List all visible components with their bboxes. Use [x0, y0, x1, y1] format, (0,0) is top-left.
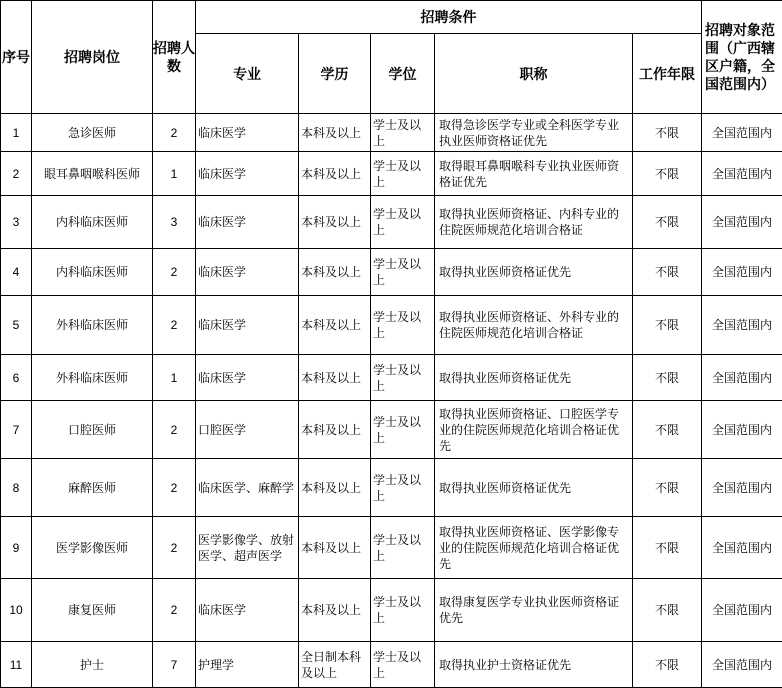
cell-degree: 学士及以上: [371, 152, 435, 196]
cell-major: 医学影像学、放射医学、超声医学: [196, 517, 299, 579]
cell-count: 1: [153, 152, 196, 196]
cell-experience: 不限: [633, 355, 702, 401]
cell-major: 临床医学、麻醉学: [196, 459, 299, 517]
col-header-scope: 招聘对象范围（广西辖区户籍，全国范围内）: [702, 1, 782, 114]
header-row-group: [1, 1, 782, 34]
cell-position: 内科临床医师: [32, 196, 153, 249]
table-row: [1, 401, 782, 459]
cell-count: 2: [153, 296, 196, 355]
cell-experience: 不限: [633, 296, 702, 355]
cell-scope: 全国范围内: [702, 355, 782, 401]
table-row: [1, 114, 782, 152]
cell-title: 取得执业医师资格证、内科专业的住院医师规范化培训合格证: [435, 196, 633, 249]
cell-scope: 全国范围内: [702, 642, 782, 688]
cell-title: 取得执业医师资格证、口腔医学专业的住院医师规范化培训合格证优先: [435, 401, 633, 459]
cell-education: 本科及以上: [299, 355, 371, 401]
cell-count: 2: [153, 114, 196, 152]
cell-no: 5: [1, 296, 32, 355]
cell-education: 全日制本科及以上: [299, 642, 371, 688]
cell-no: 1: [1, 114, 32, 152]
cell-experience: 不限: [633, 114, 702, 152]
cell-count: 7: [153, 642, 196, 688]
cell-degree: 学士及以上: [371, 249, 435, 296]
cell-count: 2: [153, 459, 196, 517]
cell-education: 本科及以上: [299, 296, 371, 355]
col-header-education: 学历: [299, 34, 371, 114]
cell-position: 医学影像医师: [32, 517, 153, 579]
cell-degree: 学士及以上: [371, 114, 435, 152]
cell-education: 本科及以上: [299, 114, 371, 152]
cell-major: 临床医学: [196, 249, 299, 296]
cell-education: 本科及以上: [299, 459, 371, 517]
table-row: [1, 517, 782, 579]
cell-count: 2: [153, 249, 196, 296]
cell-scope: 全国范围内: [702, 401, 782, 459]
cell-title: 取得康复医学专业执业医师资格证优先: [435, 579, 633, 642]
table-row: [1, 355, 782, 401]
table-row: [1, 296, 782, 355]
cell-position: 外科临床医师: [32, 355, 153, 401]
cell-scope: 全国范围内: [702, 152, 782, 196]
cell-position: 口腔医师: [32, 401, 153, 459]
cell-scope: 全国范围内: [702, 114, 782, 152]
cell-title: 取得急诊医学专业或全科医学专业执业医师资格证优先: [435, 114, 633, 152]
table-row: [1, 249, 782, 296]
col-header-degree: 学位: [371, 34, 435, 114]
cell-scope: 全国范围内: [702, 249, 782, 296]
cell-education: 本科及以上: [299, 579, 371, 642]
cell-degree: 学士及以上: [371, 642, 435, 688]
cell-experience: 不限: [633, 152, 702, 196]
cell-scope: 全国范围内: [702, 517, 782, 579]
cell-education: 本科及以上: [299, 196, 371, 249]
cell-scope: 全国范围内: [702, 196, 782, 249]
col-header-title: 职称: [435, 34, 633, 114]
cell-major: 口腔医学: [196, 401, 299, 459]
table-row: [1, 642, 782, 688]
table-row: [1, 196, 782, 249]
cell-title: 取得执业医师资格证优先: [435, 459, 633, 517]
cell-degree: 学士及以上: [371, 517, 435, 579]
cell-position: 眼耳鼻咽喉科医师: [32, 152, 153, 196]
cell-major: 护理学: [196, 642, 299, 688]
table-row: [1, 459, 782, 517]
cell-experience: 不限: [633, 517, 702, 579]
cell-experience: 不限: [633, 579, 702, 642]
cell-no: 10: [1, 579, 32, 642]
cell-experience: 不限: [633, 459, 702, 517]
cell-position: 护士: [32, 642, 153, 688]
cell-scope: 全国范围内: [702, 579, 782, 642]
cell-degree: 学士及以上: [371, 296, 435, 355]
cell-major: 临床医学: [196, 114, 299, 152]
cell-no: 11: [1, 642, 32, 688]
cell-count: 3: [153, 196, 196, 249]
cell-major: 临床医学: [196, 196, 299, 249]
col-header-major: 专业: [196, 34, 299, 114]
cell-major: 临床医学: [196, 579, 299, 642]
table-row: [1, 152, 782, 196]
cell-no: 9: [1, 517, 32, 579]
cell-title: 取得执业医师资格证优先: [435, 355, 633, 401]
cell-scope: 全国范围内: [702, 296, 782, 355]
cell-count: 2: [153, 517, 196, 579]
cell-count: 2: [153, 401, 196, 459]
cell-education: 本科及以上: [299, 152, 371, 196]
cell-no: 7: [1, 401, 32, 459]
cell-degree: 学士及以上: [371, 401, 435, 459]
col-header-no: 序号: [1, 1, 32, 114]
cell-position: 麻醉医师: [32, 459, 153, 517]
cell-major: 临床医学: [196, 355, 299, 401]
cell-no: 4: [1, 249, 32, 296]
table-header: [1, 1, 782, 114]
cell-position: 急诊医师: [32, 114, 153, 152]
cell-education: 本科及以上: [299, 249, 371, 296]
col-header-experience: 工作年限: [633, 34, 702, 114]
cell-title: 取得执业护士资格证优先: [435, 642, 633, 688]
cell-count: 2: [153, 579, 196, 642]
cell-position: 外科临床医师: [32, 296, 153, 355]
cell-count: 1: [153, 355, 196, 401]
cell-title: 取得执业医师资格证、外科专业的住院医师规范化培训合格证: [435, 296, 633, 355]
cell-major: 临床医学: [196, 152, 299, 196]
cell-experience: 不限: [633, 642, 702, 688]
cell-no: 8: [1, 459, 32, 517]
cell-no: 6: [1, 355, 32, 401]
cell-no: 3: [1, 196, 32, 249]
col-header-position: 招聘岗位: [32, 1, 153, 114]
col-header-count: 招聘人数: [153, 1, 196, 114]
cell-position: 康复医师: [32, 579, 153, 642]
cell-degree: 学士及以上: [371, 459, 435, 517]
cell-position: 内科临床医师: [32, 249, 153, 296]
cell-no: 2: [1, 152, 32, 196]
cell-title: 取得执业医师资格证、医学影像专业的住院医师规范化培训合格证优先: [435, 517, 633, 579]
cell-major: 临床医学: [196, 296, 299, 355]
col-header-conditions-group: 招聘条件: [196, 1, 702, 34]
cell-degree: 学士及以上: [371, 196, 435, 249]
cell-scope: 全国范围内: [702, 459, 782, 517]
cell-title: 取得眼耳鼻咽喉科专业执业医师资格证优先: [435, 152, 633, 196]
cell-experience: 不限: [633, 401, 702, 459]
cell-title: 取得执业医师资格证优先: [435, 249, 633, 296]
cell-experience: 不限: [633, 196, 702, 249]
cell-degree: 学士及以上: [371, 355, 435, 401]
table-body: [1, 114, 782, 688]
cell-experience: 不限: [633, 249, 702, 296]
cell-education: 本科及以上: [299, 517, 371, 579]
cell-degree: 学士及以上: [371, 579, 435, 642]
table-row: [1, 579, 782, 642]
cell-education: 本科及以上: [299, 401, 371, 459]
